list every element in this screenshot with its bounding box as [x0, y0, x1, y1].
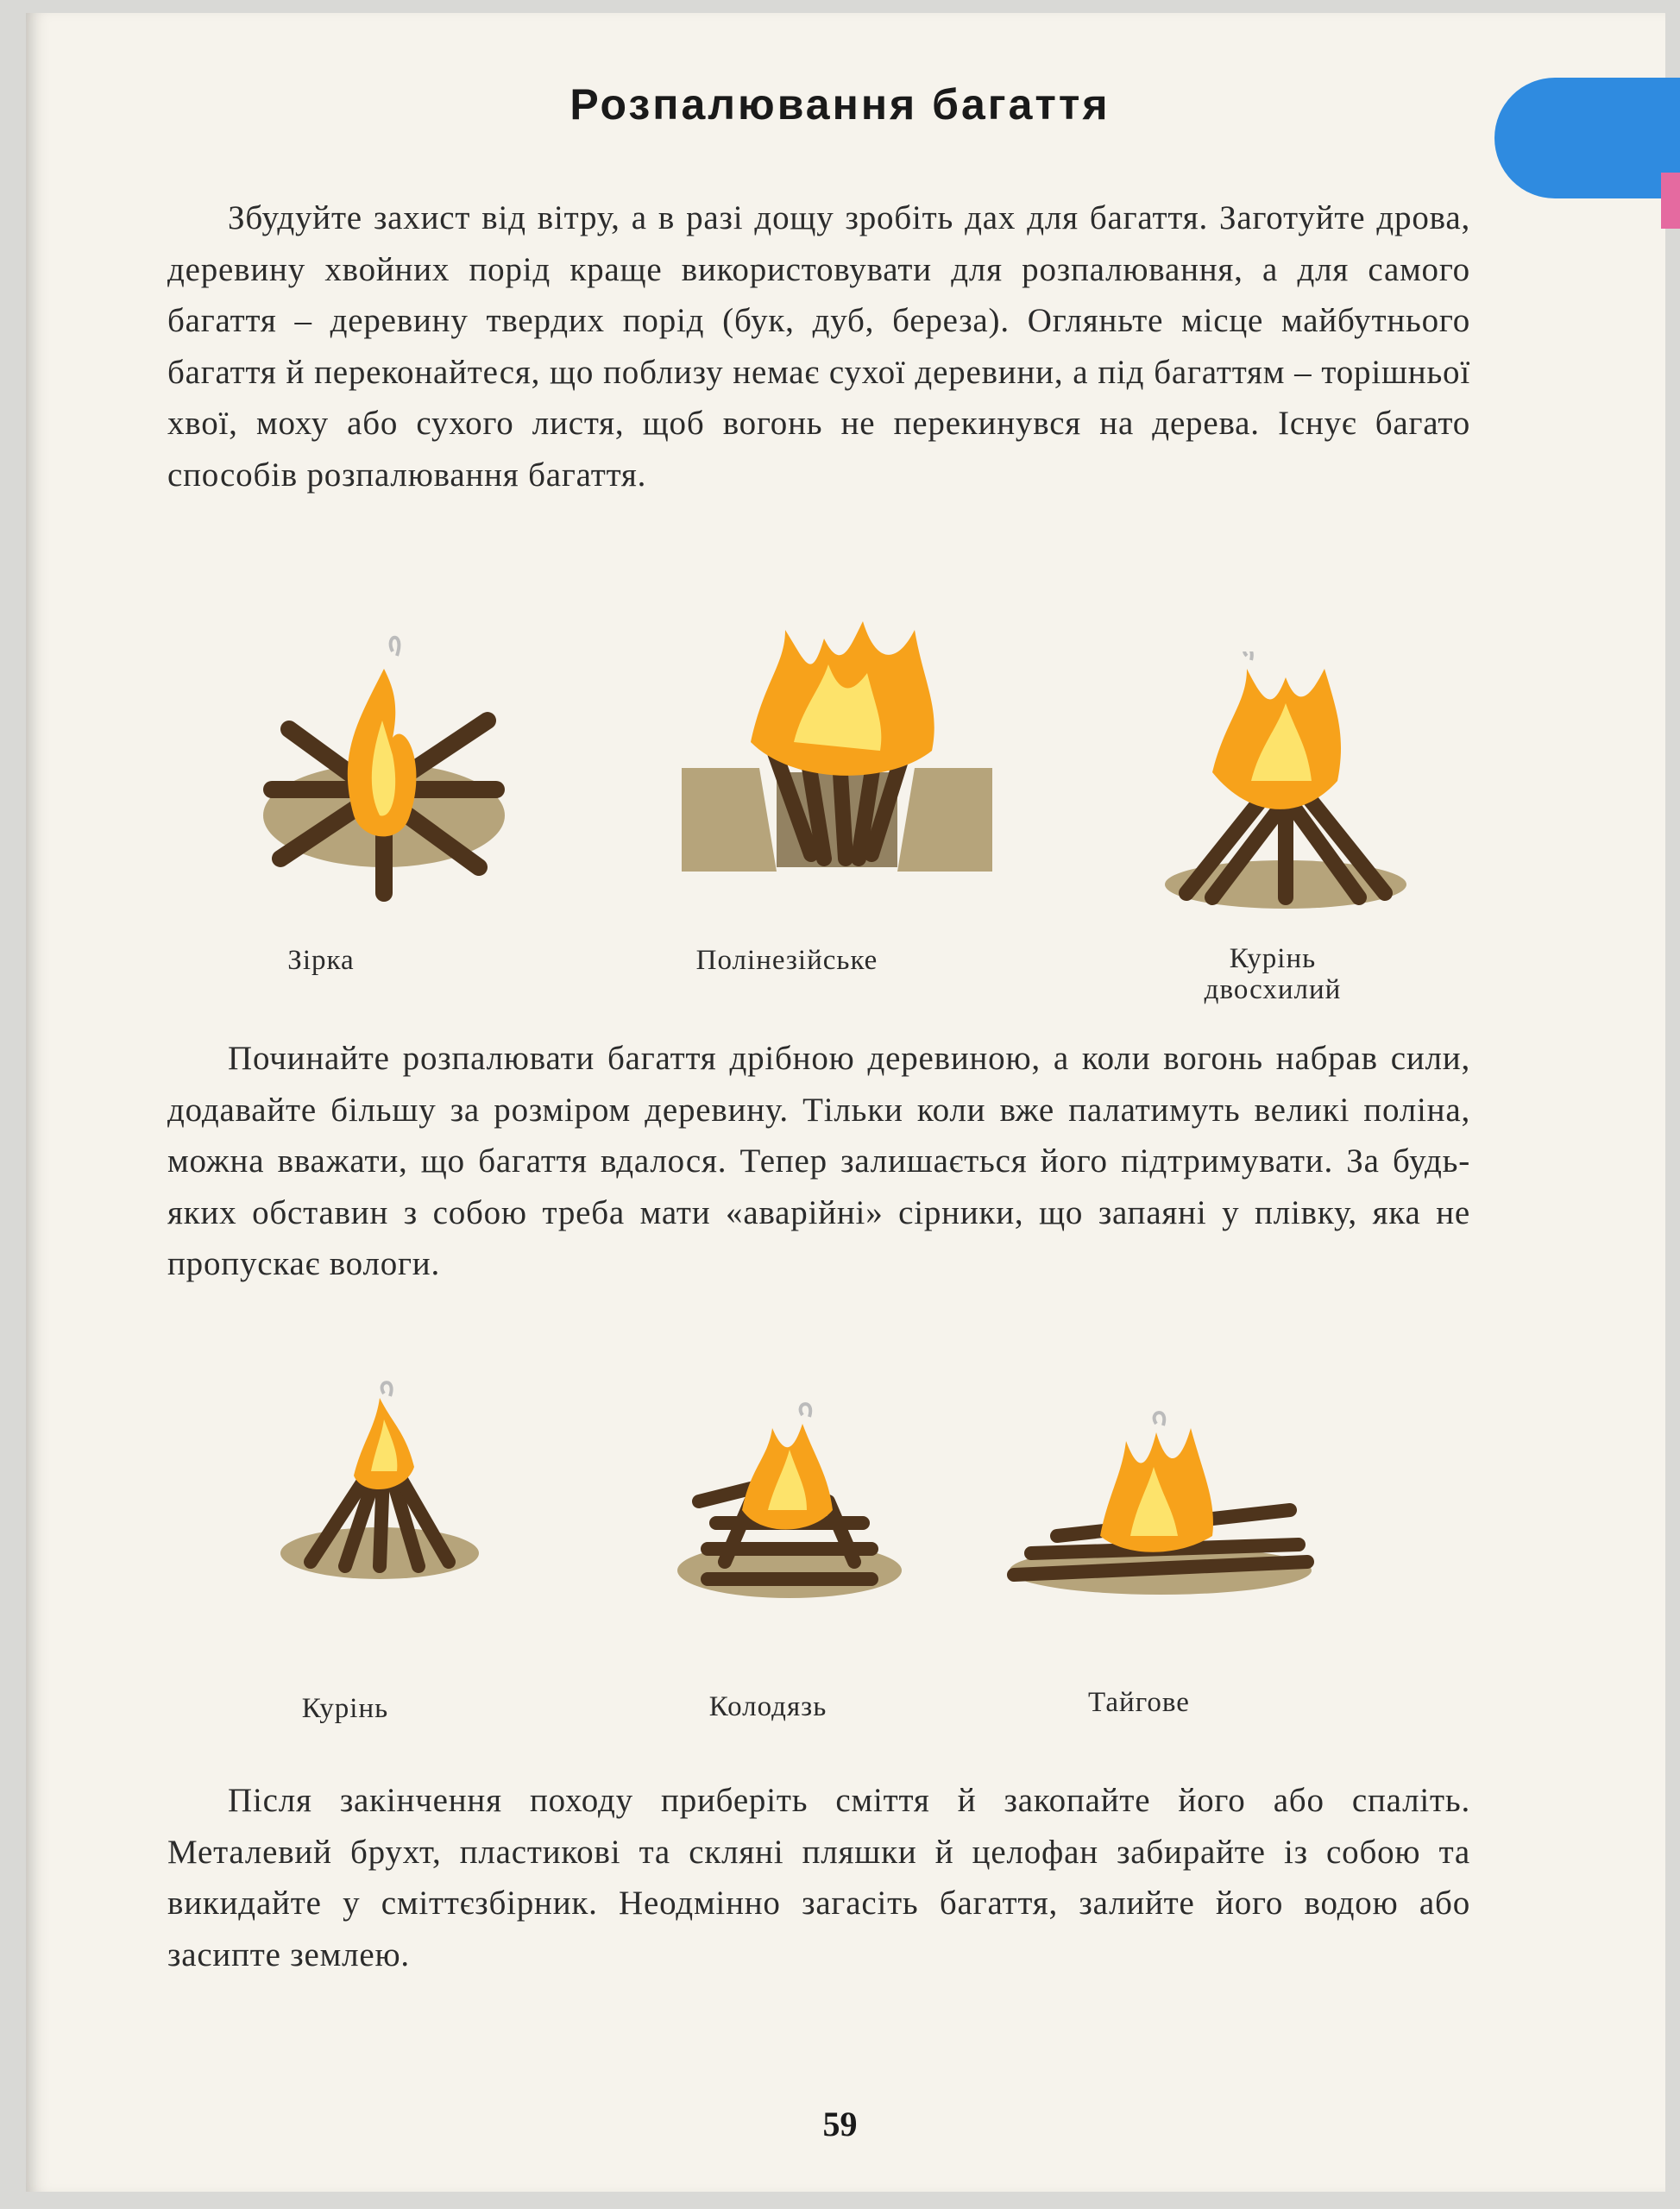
caption-star: Зірка	[287, 945, 355, 976]
log-cabin-campfire-icon	[673, 1398, 906, 1614]
page-title: Розпалювання багаття	[569, 80, 1111, 129]
double-lean-to-campfire-icon	[1161, 651, 1411, 910]
caption-taiga: Тайгове	[1088, 1687, 1190, 1718]
paragraph-intro: Збудуйте захист від вітру, а в разі дощу зробіть дах для багаття. Заготуйте дрова, деревину хвойних порід краще використовувати для розпалювання, а для самого багаття – деревину твердих порід (бук, дуб, береза). Огляньте місце майбутнього багаття й переконайтеся, що поблизу немає сухої деревини, а під багаттям – торішньої хвої, моху або сухого листя, щоб вогонь не перекинувся на дерева. Існує багато способів розпалювання багаття.	[167, 199, 1470, 494]
teepee-campfire-icon	[276, 1381, 483, 1588]
taiga-campfire-icon	[1005, 1407, 1316, 1605]
star-campfire-icon	[255, 634, 513, 910]
polynesian-campfire-icon	[682, 613, 992, 889]
caption-polynesian: Полінезійське	[695, 945, 878, 976]
caption-well: Колодязь	[708, 1691, 827, 1722]
page-number: 59	[822, 2105, 858, 2143]
paragraph-cleanup: Після закінчення походу приберіть сміття й закопайте його або спаліть. Металевий брухт, пластикові та скляні пляшки й целофан забирайте із собою та викидайте у сміттєзбірник. Неодмінно загасіть багаття, залийте його водою або засипте землею.	[167, 1782, 1470, 1973]
caption-double-lean-to: Курінь двосхилий	[1204, 943, 1342, 1005]
paragraph-kindling: Починайте розпалювати багаття дрібною деревиною, а коли вогонь набрав сили, додавайте більшу за розміром деревину. Тільки коли вже палатимуть великі поліна, можна вважати, що багаття вдалося. Тепер залишається його підтримувати. За будь-яких обставин з собою треба мати «аварійні» сірники, що запаяні у плівку, яка не пропускає вологи.	[167, 1040, 1470, 1282]
caption-teepee: Курінь	[301, 1693, 389, 1724]
chapter-tab-edge	[1661, 173, 1680, 229]
